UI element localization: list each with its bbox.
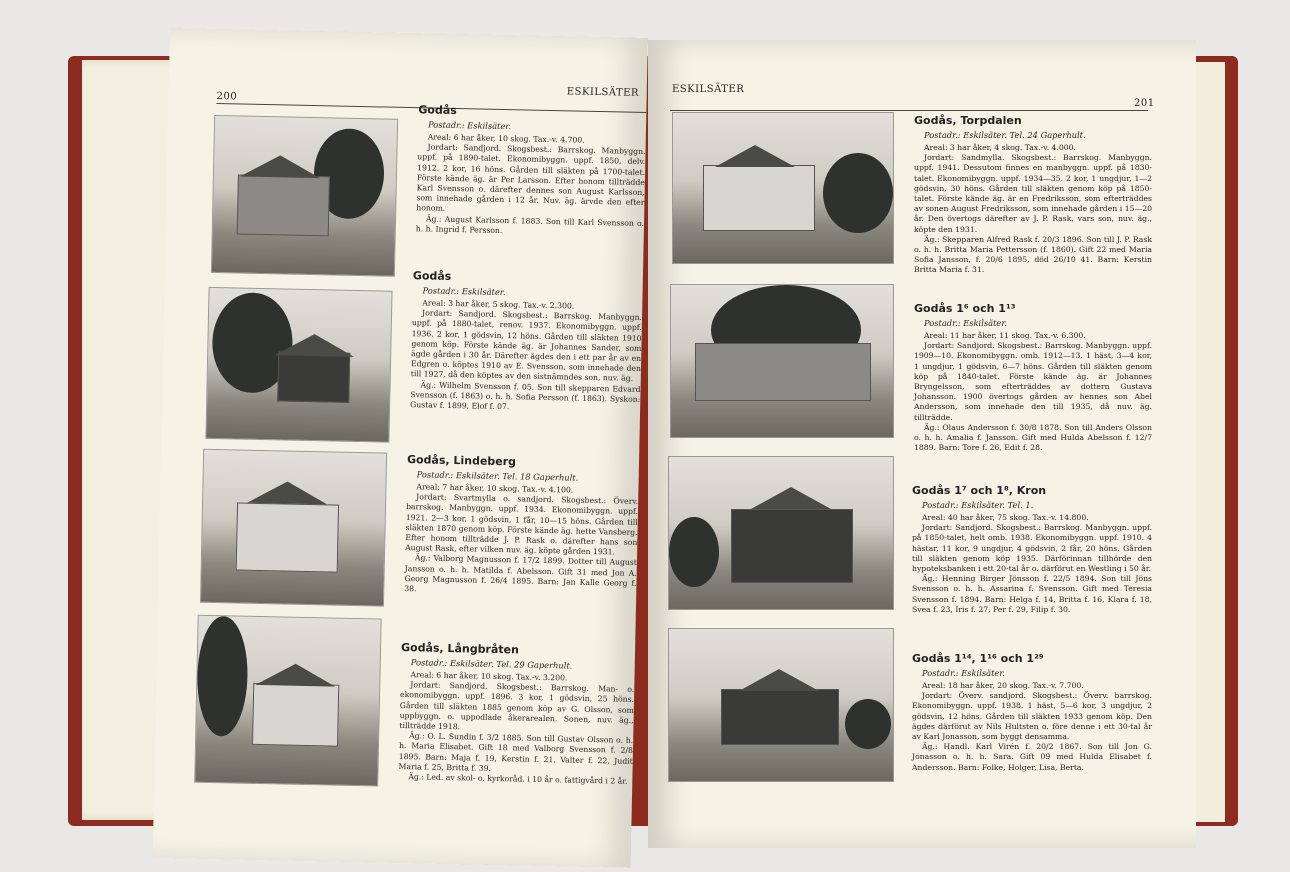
right-page bbox=[648, 40, 1196, 848]
entry-godas-114-116-129 bbox=[912, 652, 1152, 773]
entry-text: Jordart: Överv. sandjord. Skogsbest.: Överv. barrskog. Ekonomibyggn. uppf. 1938. 1 häst, 5—6 kor, 3 ungdjur, 2 gödsvin, 12 höns. Gården till släkten 1933 genom köp. Den ägdes därförut av Nils Hultsten o. före denne i ett 30-tal år av Karl Jonasson, som byggt densamma. bbox=[912, 691, 1152, 742]
entry-text: Areal: 3 har åker, 4 skog. Tax.-v. 4.000. bbox=[924, 143, 1076, 152]
header-rule bbox=[670, 110, 1148, 111]
entry-text: Äg.: Wilhelm Svensson f. 05. Son till skepparen Edvard Svensson (f. 1863) o. h. h. Sofia Persson (f. 1863). Syskon: Gustav f. 1899, Elof f. 07. bbox=[410, 379, 641, 412]
entry-text: Äg.: Henning Birger Jönsson f. 22/5 1894. Son till Jöns Svensson o. h. h. Assarina f. Svensson. Gift med Teresia Svensson f. 1894. Barn: Helga f. 14, Britta f. 16, Klara f. 18, Svea f. 23, Iris f. 27, Per f. 29, Filip f. 30. bbox=[912, 574, 1152, 614]
entry-postadr: Postadr.: Eskilsäter. Tel. 1. bbox=[922, 500, 1034, 510]
entry-text: Äg.: Skepparen Alfred Rask f. 20/3 1896. Son till J. P. Rask o. h. h. Britta Maria Pettersson (f. 1860). Gift 22 med Maria Sofia Jansson, f. 20/6 1895, död 26/10 41. Barn: Kerstin Britta Maria f. 31. bbox=[914, 234, 1152, 275]
farm-photo-1 bbox=[211, 115, 398, 277]
entry-text: Areal: 18 har åker, 20 skog. Tax.-v. 7.700. bbox=[922, 681, 1084, 690]
entry-text: Jordart: Sandjord. Skogsbest.: Barrskog. Manbyggn. uppf. på 1880-talet, renov. 1937. Ekonomibyggn. uppf. 1936. 2 kor, 1 gödsvin, 12 höns. Gården till släkten 1910 genom köp. Förste kände äg. är Johannes Sander, som ägde gården i 30 år. Därefter ägdes den i ett par år av en Edgren o. köptes 1910 av E. Svensson, som innehade den till 1927, då den köptes av den sistnämndes son, nuv. äg. bbox=[410, 308, 643, 384]
entry-godas-lindeberg bbox=[404, 453, 639, 599]
entry-postadr: Postadr.: Eskilsäter. Tel. 24 Gaperhult. bbox=[924, 130, 1086, 140]
entry-title: Godås bbox=[412, 269, 452, 283]
farm-photo-4 bbox=[194, 615, 381, 787]
entry-title: Godås bbox=[418, 103, 457, 118]
entry-text: Jordart: Sandjord. Skogsbest.: Barrskog. Man- o. ekonomibyggn. uppf. 1896. 3 kor, 1 gödsvin, 25 höns. Gården till släkten 1885 genom köp av G. Olsson, som uppbyggn. o. uppodlade åkerarealen. Sonen, nuv. äg., tillträdde 1918. bbox=[399, 680, 635, 732]
entry-text: Jordart: Sandjord. Skogsbest.: Barrskog. Manbyggn. uppf. 1909—10. Ekonomibyggn. omb. 1912—13. 1 häst, 3—4 kor, 1 ungdjur, 1 gödsvin, 6—7 höns. Gården till släkten genom köp på 1840-talet. Förste kände äg. är Johannes Bryngelsson, som efterträddes av dottern Gustava Johansson. 1900 övertogs gården av hennes son Abel Andersson, som innehade den till 1935, då nuv. äg. tillträdde. bbox=[914, 341, 1152, 422]
entry-title: Godås 1¹⁴, 1¹⁶ och 1²⁹ bbox=[912, 652, 1044, 665]
entry-title: Godås 1⁶ och 1¹³ bbox=[914, 302, 1016, 315]
running-head: ESKILSÄTER bbox=[672, 84, 745, 95]
entry-text: Areal: 6 har åker, 10 skog. Tax.-v. 4.700. bbox=[427, 132, 585, 145]
farm-photo-3 bbox=[200, 449, 387, 607]
entry-postadr: Postadr.: Eskilsäter. bbox=[922, 668, 1006, 678]
entry-text: Äg.: Handl. Karl Virén f. 20/2 1867. Son till Jon G. Jonasson o. h. h. Sara. Gift 09 med Hulda Elisabet f. Andersson. Barn: Folke, Holger, Lisa, Berta. bbox=[912, 742, 1152, 772]
entry-text: Areal: 7 har åker, 10 skog. Tax.-v. 4.100. bbox=[416, 482, 574, 495]
entry-godas-2 bbox=[410, 269, 643, 415]
page-number: 201 bbox=[1134, 98, 1155, 109]
entry-postadr: Postadr.: Eskilsäter. bbox=[422, 285, 506, 298]
entry-title: Godås, Långbråten bbox=[400, 640, 520, 657]
entry-godas-langbraten bbox=[398, 641, 635, 787]
farm-photo-8 bbox=[668, 628, 894, 782]
entry-godas-16-113 bbox=[914, 302, 1152, 453]
entry-title: Godås, Lindeberg bbox=[406, 453, 517, 469]
entry-title: Godås, Torpdalen bbox=[914, 114, 1022, 127]
entry-text: Areal: 40 har åker, 75 skog. Tax.-v. 14.800. bbox=[922, 513, 1089, 522]
farm-photo-2 bbox=[205, 287, 392, 443]
entry-text: Äg.: Valborg Magnusson f. 17/2 1899. Dotter till August Jansson o. h. h. Matilda f. Abelsson. Gift 31 med Jon A. Georg Magnusson f. 26/4 1895. Barn: Jan Kalle Georg f. 38. bbox=[404, 553, 637, 594]
entry-postadr: Postadr.: Eskilsäter. Tel. 18 Gaperhult. bbox=[416, 469, 579, 483]
farm-photo-5 bbox=[672, 112, 894, 264]
entry-text: Areal: 11 har åker, 11 skog. Tax.-v. 6.300. bbox=[924, 331, 1086, 340]
entry-text: Jordart: Sandjord. Skogsbest.: Barrskog. Manbyggn. uppf. på 1850-talet, helt omb. 1938. Ekonomibyggn. uppf. 1910. 4 hästar, 11 kor, 9 ungdjur, 4 gödsvin, 2 får, 20 höns. Gården till släkten genom köp 1935. Därförinnan tillhörde den hypoteksbanken i ett 20-tal år o. därförut en Westling i 50 år. bbox=[912, 523, 1152, 574]
farm-photo-6 bbox=[670, 284, 894, 438]
page-number: 200 bbox=[216, 90, 238, 103]
entry-text: Areal: 6 har åker, 10 skog. Tax.-v. 3.200. bbox=[410, 670, 568, 683]
entry-text: Äg.: Olaus Andersson f. 30/8 1878. Son till Anders Olsson o. h. h. Amalia f. Jansson. Gift med Hulda Abelsson f. 12/7 1889. Barn: Tore f. 26, Edit f. 28. bbox=[914, 422, 1152, 453]
left-page bbox=[153, 28, 648, 868]
running-head: ESKILSÄTER bbox=[566, 86, 640, 99]
entry-text: Jordart: Sandmylla. Skogsbest.: Barrskog. Manbyggn. uppf. 1941. Dessutom finnes en manbyggn. uppf. på 1830-talet. Ekonomibyggn. uppf. 1934—35. 2 kor, 1 ungdjur, 1—2 gödsvin, 30 höns. Gården till släkten genom köp på 1850-talet. Förste kände äg. är en Fredriksson, som efterträddes av sonen August Fredriksson, som innehade gården i 15—20 år. Den övertogs därefter av J. P. Rask, vars son, nuv. äg., köpte den 1931. bbox=[914, 153, 1152, 234]
entry-text: Äg.: August Karlsson f. 1883. Son till Karl Svensson o. h. h. Ingrid f. Persson. bbox=[415, 214, 645, 235]
entry-godas-1 bbox=[416, 103, 647, 239]
entry-text: Jordart: Svartmylla o. sandjord. Skogsbest.: Överv. barrskog. Manbyggn. uppf. 1934. Ekonomibyggn. uppf. 1921. 2—3 kor, 1 gödsvin, 1 får, 10—15 höns. Gården till släkten 1870 genom köp. Förste kände äg. hette Vansberg. Efter honom tillträdde J. P. Rask o. därefter hans son August Rask, efter vilken nuv. äg. köpte gården 1931. bbox=[405, 492, 639, 557]
entry-postadr: Postadr.: Eskilsäter. Tel. 29 Gaperhult. bbox=[410, 657, 573, 671]
entry-godas-torpdalen bbox=[914, 114, 1152, 276]
farm-photo-7 bbox=[668, 456, 894, 610]
page-edges-right bbox=[1195, 62, 1225, 822]
entry-title: Godås 1⁷ och 1⁸, Kron bbox=[912, 484, 1047, 497]
entry-text: Areal: 3 har åker, 5 skog. Tax.-v. 2.300. bbox=[422, 298, 575, 311]
entry-postadr: Postadr.: Eskilsäter. bbox=[924, 318, 1008, 328]
entry-postadr: Postadr.: Eskilsäter. bbox=[427, 119, 512, 132]
entry-godas-17-18-kron bbox=[912, 484, 1152, 615]
entry-text: Äg.: O. L. Sundin f. 3/2 1885. Son till Gustav Olsson o. h. h. Maria Elisabet. Gift 18 med Valborg Svensson f. 2/8 1895. Barn: Maja f. 19, Kerstin f. 21, Valter f. 22, Judit Maria f. 25, Britta f. 39. bbox=[398, 731, 634, 773]
entry-text: Äg.: Led. av skol- o. kyrkoråd. i 10 år o. fattigvård i 2 år. bbox=[408, 772, 628, 786]
entry-text: Jordart: Sandjord. Skogsbest.: Barrskog. Manbyggn. uppf. på 1890-talet. Ekonomibyggn. uppf. 1850, delv. 1912. 2 kor, 16 höns. Gården till släkten på 1700-talet. Förste kände äg. är Per Larsson. Efter honom tillträdde Karl Svensson o. därefter dennes son August Karlsson, som innehade gården i 12 år. Nuv. äg. ärvde den efter honom. bbox=[416, 142, 646, 214]
